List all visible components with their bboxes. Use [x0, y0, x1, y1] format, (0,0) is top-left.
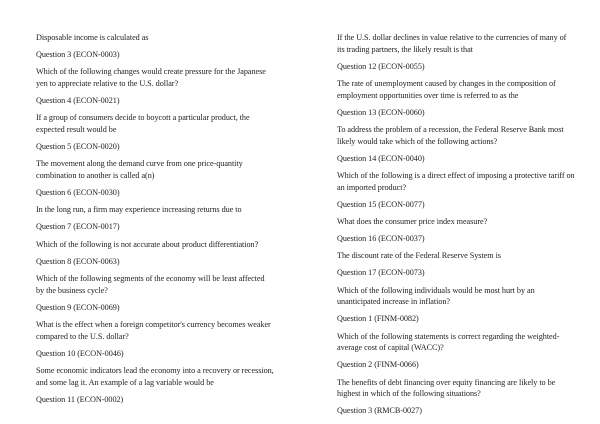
prompt-text: Which of the following changes would create pressure for the Japanese yen to appreciate relative to the U.S. dollar?	[36, 67, 266, 88]
question-label: Question 13 (ECON-0060)	[337, 107, 425, 117]
question-label: Question 12 (ECON-0055)	[337, 61, 425, 71]
question-label: Question 14 (ECON-0040)	[337, 153, 425, 163]
left-column	[36, 32, 274, 411]
prompt-text: Which of the following statements is correct regarding the weighted-average cost of capital (WACC)?	[337, 331, 560, 353]
prompt-text: In the long run, a firm may experience increasing returns due to	[36, 205, 242, 215]
prompt-text: Which of the following is a direct effect of imposing a protective tariff on an imported product?	[337, 170, 575, 192]
prompt-text: The benefits of debt financing over equity financing are likely to be highest in which of the following situations?	[337, 377, 556, 399]
question-label: Question 4 (ECON-0021)	[36, 96, 120, 106]
prompt-text: The movement along the demand curve from one price-quantity combination to another is called a(n)	[36, 159, 243, 180]
prompt-text: The rate of unemployment caused by changes in the composition of employment opportunities over time is referred to as the	[337, 78, 556, 100]
question-label: Question 3 (RMCB-0027)	[337, 406, 422, 416]
question-label: Question 1 (FINM-0082)	[337, 314, 419, 324]
right-column	[337, 32, 575, 423]
question-label: Question 16 (ECON-0037)	[337, 234, 425, 244]
question-label: Question 5 (ECON-0020)	[36, 142, 120, 152]
prompt-text: Which of the following individuals would be most hurt by an unanticipated increase in inflation?	[337, 285, 535, 307]
prompt-text: If a group of consumers decide to boycott a particular product, the expected result would be	[36, 113, 250, 134]
question-label: Question 7 (ECON-0017)	[36, 222, 120, 232]
prompt-text: Disposable income is calculated as	[36, 33, 149, 42]
prompt-text: To address the problem of a recession, the Federal Reserve Bank most likely would take which of the following actions?	[337, 124, 564, 146]
prompt-text: Which of the following segments of the economy will be least affected by the business cycle?	[36, 274, 265, 295]
prompt-text: The discount rate of the Federal Reserve System is	[337, 251, 501, 261]
prompt-text: What is the effect when a foreign competitor's currency becomes weaker compared to the U.S. dollar?	[36, 320, 271, 341]
question-label: Question 8 (ECON-0063)	[36, 256, 120, 266]
question-label: Question 2 (FINM-0066)	[337, 360, 419, 370]
prompt-text: Which of the following is not accurate about product differentiation?	[36, 239, 259, 249]
question-label: Question 10 (ECON-0046)	[36, 348, 124, 358]
question-label: Question 11 (ECON-0002)	[36, 394, 124, 404]
question-label: Question 6 (ECON-0030)	[36, 188, 120, 198]
question-label: Question 3 (ECON-0003)	[36, 50, 120, 60]
prompt-text: If the U.S. dollar declines in value relative to the currencies of many of its trading partners, the likely result is that	[337, 33, 567, 54]
prompt-text: What does the consumer price index measure?	[337, 216, 488, 226]
prompt-text: Some economic indicators lead the economy into a recovery or recession, and some lag it. An example of a lag variable would be	[36, 365, 274, 387]
question-label: Question 17 (ECON-0073)	[337, 268, 425, 278]
question-label: Question 15 (ECON-0077)	[337, 199, 425, 209]
question-label: Question 9 (ECON-0069)	[36, 302, 120, 312]
